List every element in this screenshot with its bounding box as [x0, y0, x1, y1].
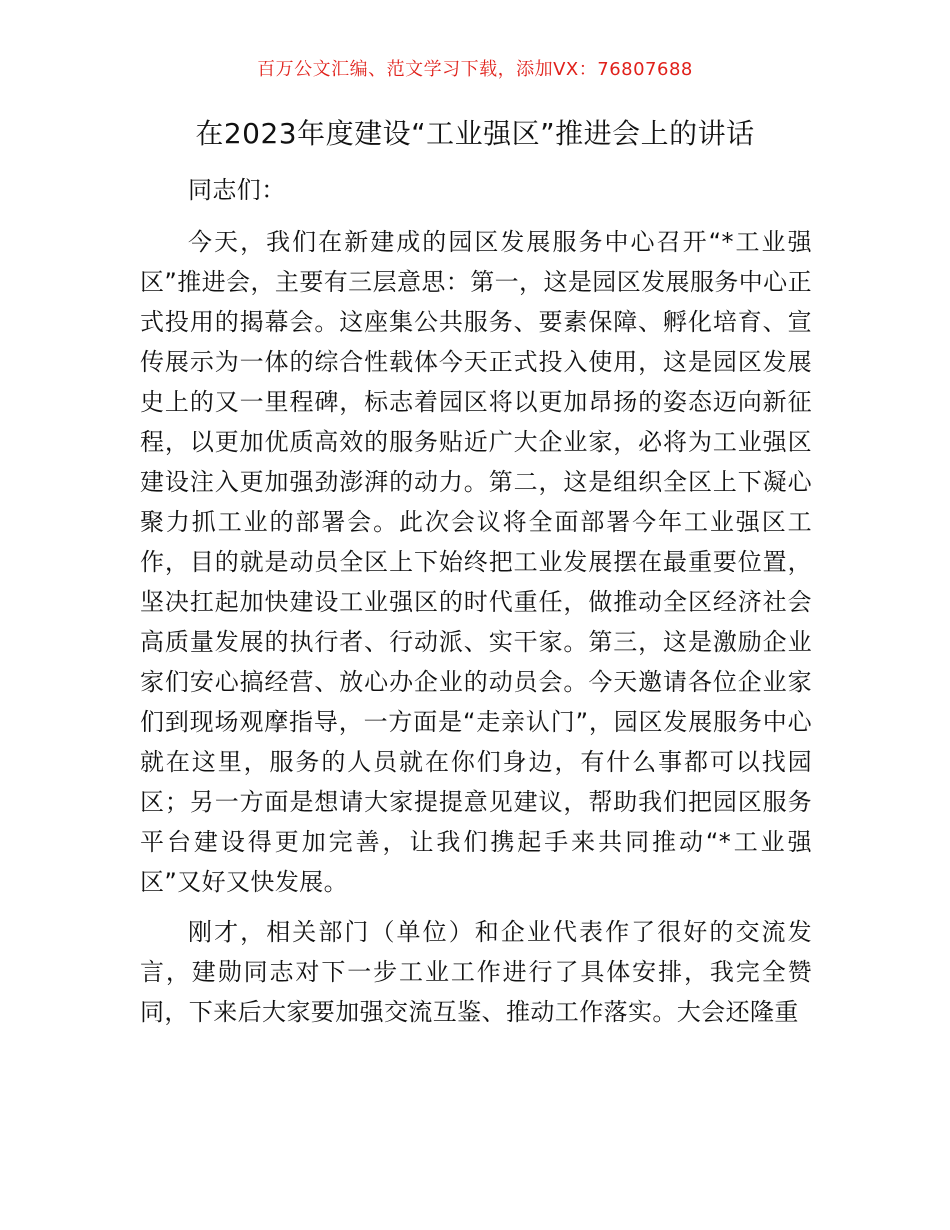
paragraph-2: 刚才，相关部门（单位）和企业代表作了很好的交流发言，建勋同志对下一步工业工作进行了具体安排，我完全赞同，下来后大家要加强交流互鉴、推动工作落实。大会还隆重 — [140, 918, 812, 1026]
document-title: 在2023年度建设“工业强区”推进会上的讲话 — [195, 117, 755, 150]
watermark-header: 百万公文汇编、范文学习下载，添加VX：76807688 — [257, 59, 693, 80]
paragraph-1: 今天，我们在新建成的园区发展服务中心召开“*工业强区”推进会，主要有三层意思：第一，这是园区发展服务中心正式投用的揭幕会。这座集公共服务、要素保障、孵化培育、宣传展示为一体的综合性载体今天正式投入使用，这是园区发展史上的又一里程碑，标志着园区将以更加昂扬的姿态迈向新征程，以更加优质高效的服务贴近广大企业家，必将为工业强区建设注入更加强劲澎湃的动力。第二，这是组织全区上下凝心聚力抓工业的部署会。此次会议将全面部署今年工业强区工作，目的就是动员全区上下始终把工业发展摆在最重要位置，坚决扛起加快建设工业强区的时代重任，做推动全区经济社会高质量发展的执行者、行动派、实干家。第三，这是激励企业家们安心搞经营、放心办企业的动员会。今天邀请各位企业家们到现场观摩指导，一方面是“走亲认门”，园区发展服务中心就在这里，服务的人员就在你们身边，有什么事都可以找园区；另一方面是想请大家提提意见建议，帮助我们把园区服务平台建设得更加完善，让我们携起手来共同推动“*工业强区”又好又快发展。 — [140, 228, 812, 896]
salutation: 同志们： — [188, 176, 286, 204]
document-body — [140, 170, 812, 1032]
